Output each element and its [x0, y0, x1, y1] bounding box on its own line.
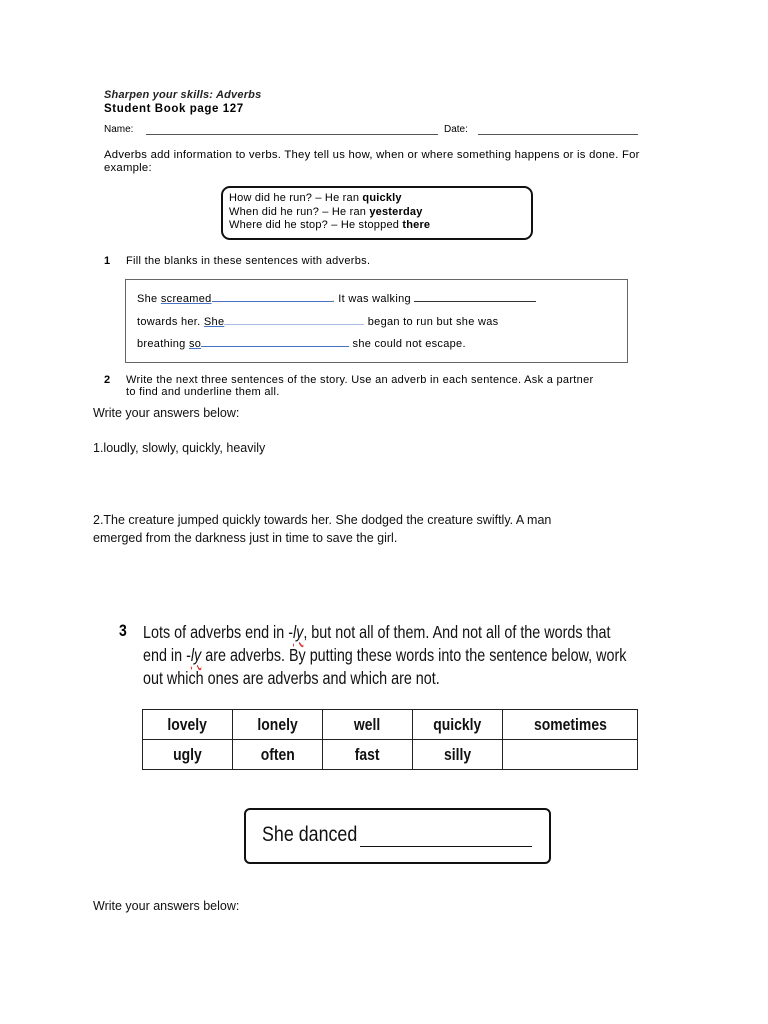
fill-blank-line-2: [137, 314, 498, 328]
date-label: Date:: [444, 124, 468, 135]
word-table: [142, 709, 638, 770]
ly-suffix: ly: [292, 622, 304, 642]
table-cell: [143, 710, 233, 740]
answer-blank[interactable]: [212, 291, 332, 302]
answer-2-line-1[interactable]: 2.The creature jumped quickly towards her. She dodged the creature swiftly. A man: [93, 513, 552, 527]
question-3-fragment: , but not all of them. And not all of the words that: [303, 622, 611, 642]
example-line: [229, 192, 402, 204]
sentence-text: . It was walking: [331, 293, 411, 305]
example-question: Where did he stop? – He stopped: [229, 219, 403, 231]
sentence-text: She: [137, 293, 161, 305]
table-cell: [323, 710, 413, 740]
example-answer: yesterday: [369, 206, 423, 218]
sentence-text: breathing: [137, 338, 189, 350]
answer-1-text[interactable]: 1.loudly, slowly, quickly, heavily: [93, 441, 266, 455]
example-line: [229, 219, 430, 231]
table-row: [143, 740, 638, 770]
question-2-text: Write the next three sentences of the story. Use an adverb in each sentence. Ask a partner to find and underline them all.: [126, 374, 594, 398]
answer-word: screamed: [160, 293, 212, 305]
answer-blank[interactable]: [224, 314, 364, 325]
fill-blank-line-1: [137, 291, 536, 305]
question-3-line: out which ones are adverbs and which are not.: [143, 668, 440, 688]
example-answer: there: [402, 219, 431, 231]
question-3-line: [143, 644, 651, 667]
answer-word: so: [188, 338, 202, 350]
table-cell: [233, 740, 323, 770]
answer-word: She: [203, 316, 225, 328]
word: fast: [355, 744, 380, 764]
intro-paragraph: Adverbs add information to verbs. They tell us how, when or where something happens or is done. For example:: [104, 149, 640, 174]
answer-blank[interactable]: [201, 336, 349, 347]
word: lovely: [167, 714, 208, 734]
question-3-fragment: are adverbs. By putting these words into the sentence below, work: [201, 645, 627, 665]
word: ugly: [173, 744, 202, 764]
question-1-text: Fill the blanks in these sentences with adverbs.: [126, 255, 371, 267]
worksheet-title: Sharpen your skills: Adverbs: [104, 89, 262, 101]
question-2-number: 2: [104, 374, 111, 386]
name-label: Name:: [104, 124, 134, 135]
word: lonely: [257, 714, 298, 734]
question-3-fragment: end in -: [143, 645, 191, 665]
sentence-text: she could not escape.: [352, 338, 466, 350]
sentence-text: towards her.: [137, 316, 204, 328]
question-3-fragment: Lots of adverbs end in -: [143, 622, 293, 642]
fill-blank-line-3: [137, 336, 466, 350]
answer-2-line-2[interactable]: emerged from the darkness just in time to save the girl.: [93, 531, 398, 545]
answer-blank[interactable]: [414, 291, 536, 302]
question-1-number: 1: [104, 255, 111, 267]
word: often: [260, 744, 295, 764]
word: quickly: [433, 714, 482, 734]
she-danced-blank[interactable]: [360, 846, 532, 847]
example-answer: quickly: [362, 192, 402, 204]
table-row: [143, 710, 638, 740]
question-3-text: [143, 621, 651, 690]
table-cell: [233, 710, 323, 740]
word: well: [354, 714, 381, 734]
she-danced-sentence: She danced: [262, 823, 358, 846]
example-line: [229, 206, 423, 218]
table-cell: [143, 740, 233, 770]
table-cell: [503, 710, 638, 740]
example-question: When did he run? – He ran: [229, 206, 370, 218]
table-cell: [413, 740, 503, 770]
table-cell: [323, 740, 413, 770]
word: silly: [443, 744, 472, 764]
answers-prompt-2: Write your answers below:: [93, 899, 240, 913]
ly-suffix: ly: [190, 645, 202, 665]
word: sometimes: [533, 714, 607, 734]
table-cell: [413, 710, 503, 740]
question-3-line: [143, 621, 651, 644]
name-blank-line: [146, 134, 438, 135]
sentence-text: began to run but she was: [367, 316, 499, 328]
question-3-number: 3: [119, 621, 127, 640]
student-book-page-reference: Student Book page 127: [104, 103, 244, 115]
date-blank-line: [478, 134, 638, 135]
table-cell: [503, 740, 638, 770]
example-question: How did he run? – He ran: [229, 192, 363, 204]
answers-prompt: Write your answers below:: [93, 406, 240, 420]
